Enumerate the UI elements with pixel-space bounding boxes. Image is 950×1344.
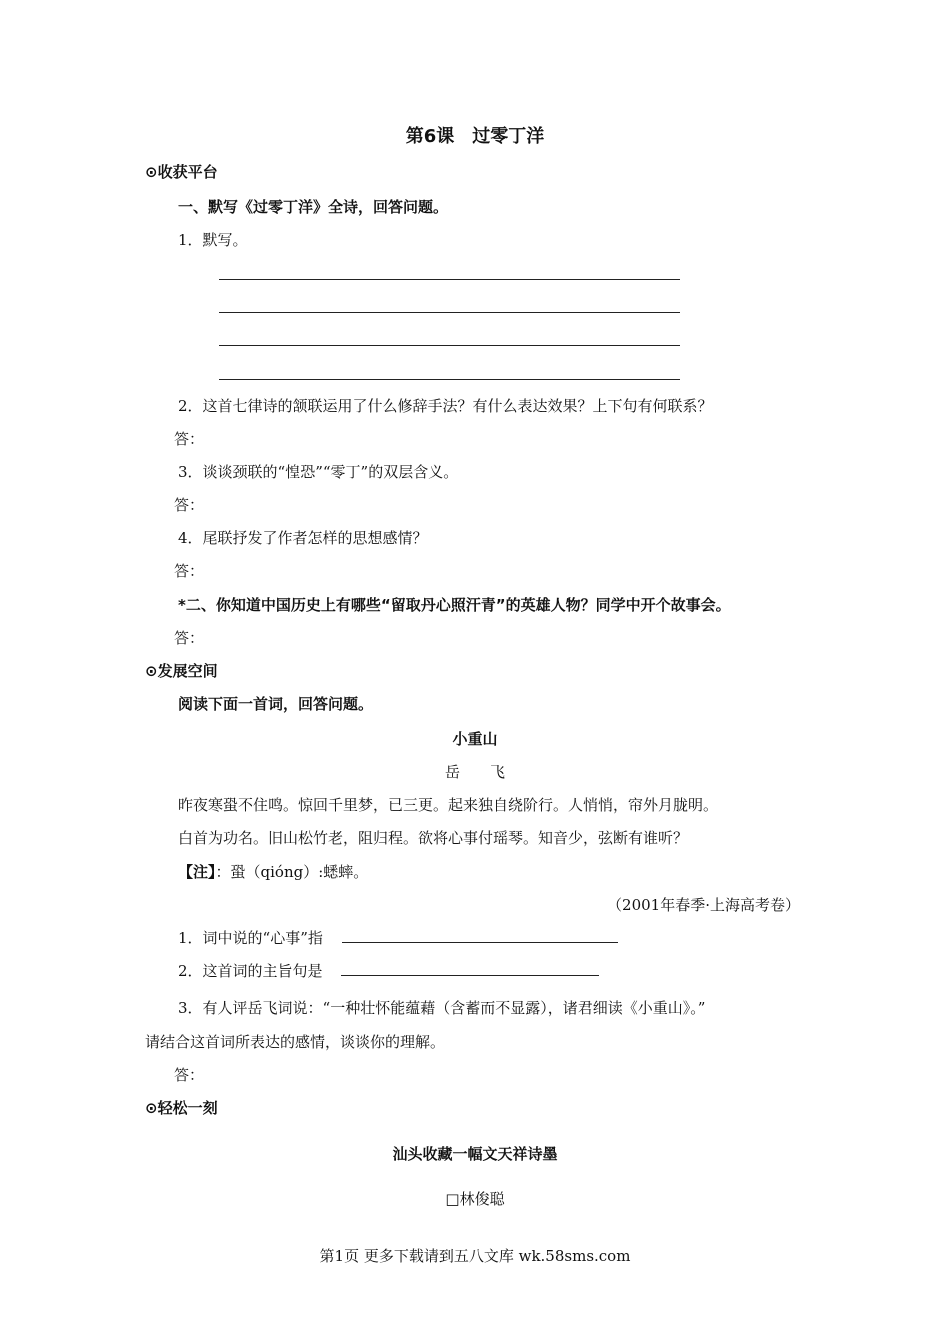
source-citation: （2001年春季·上海高考卷） — [607, 896, 800, 914]
dictation-line-4[interactable] — [219, 379, 680, 380]
section-heading-development: ⊙发展空间 — [145, 662, 218, 680]
part1-title: 一、默写《过零丁洋》全诗，回答问题。 — [178, 198, 449, 216]
page-title: 第6课 过零丁洋 — [405, 126, 545, 147]
article-title: 汕头收藏一幅文天祥诗墨 — [392, 1145, 558, 1163]
answer-blank-1[interactable] — [342, 928, 618, 943]
poem-question-1 — [178, 928, 618, 948]
dictation-line-1[interactable] — [219, 279, 680, 280]
note-label: 【注】 — [178, 863, 216, 881]
section-heading-harvest: ⊙收获平台 — [145, 163, 218, 181]
answer-label: 答： — [174, 562, 205, 580]
question-2: 2．这首七律诗的颔联运用了什么修辞手法？有什么表达效果？上下句有何联系？ — [178, 397, 713, 415]
page-footer: 第1页 更多下载请到五八文库 wk.58sms.com — [319, 1247, 631, 1265]
answer-label: 答： — [174, 629, 205, 647]
poem-line-2: 白首为功名。旧山松竹老，阻归程。欲将心事付瑶琴。知音少，弦断有谁听？ — [178, 829, 689, 847]
poem-question-3-line-2: 请结合这首词所表达的感情，谈谈你的理解。 — [145, 1033, 446, 1051]
question-4: 4．尾联抒发了作者怎样的思想感情？ — [178, 529, 428, 547]
poem-line-1: 昨夜寒蛩不住鸣。惊回千里梦，已三更。起来独自绕阶行。人悄悄，帘外月胧明。 — [178, 796, 719, 814]
poem-title: 小重山 — [452, 730, 498, 748]
reading-instruction: 阅读下面一首词，回答问题。 — [178, 695, 374, 713]
answer-label: 答： — [174, 496, 205, 514]
dictation-line-2[interactable] — [219, 312, 680, 313]
poem-question-2 — [178, 961, 599, 981]
question-3: 3．谈谈颈联的“惶恐”“零丁”的双层含义。 — [178, 463, 459, 481]
poem-question-1-text: 1．词中说的“心事”指 — [178, 929, 323, 947]
poem-question-2-text: 2．这首词的主旨句是 — [178, 962, 323, 980]
part2-title: *二、你知道中国历史上有哪些“留取丹心照汗青”的英雄人物？同学中开个故事会。 — [178, 596, 731, 614]
question-1: 1．默写。 — [178, 231, 248, 249]
poem-question-3-line-1: 3．有人评岳飞词说：“一种壮怀能蕴藉（含蓄而不显露），诸君细读《小重山》。” — [178, 999, 706, 1017]
note-text: ：蛩（qióng）:蟋蟀。 — [215, 863, 369, 881]
article-author: □林俊聪 — [445, 1190, 505, 1208]
dictation-line-3[interactable] — [219, 345, 680, 346]
answer-blank-2[interactable] — [341, 961, 599, 976]
answer-label: 答： — [174, 430, 205, 448]
poem-note — [178, 862, 368, 882]
poem-author: 岳 飞 — [444, 763, 505, 781]
answer-label: 答： — [174, 1066, 205, 1084]
section-heading-relax: ⊙轻松一刻 — [145, 1099, 218, 1117]
